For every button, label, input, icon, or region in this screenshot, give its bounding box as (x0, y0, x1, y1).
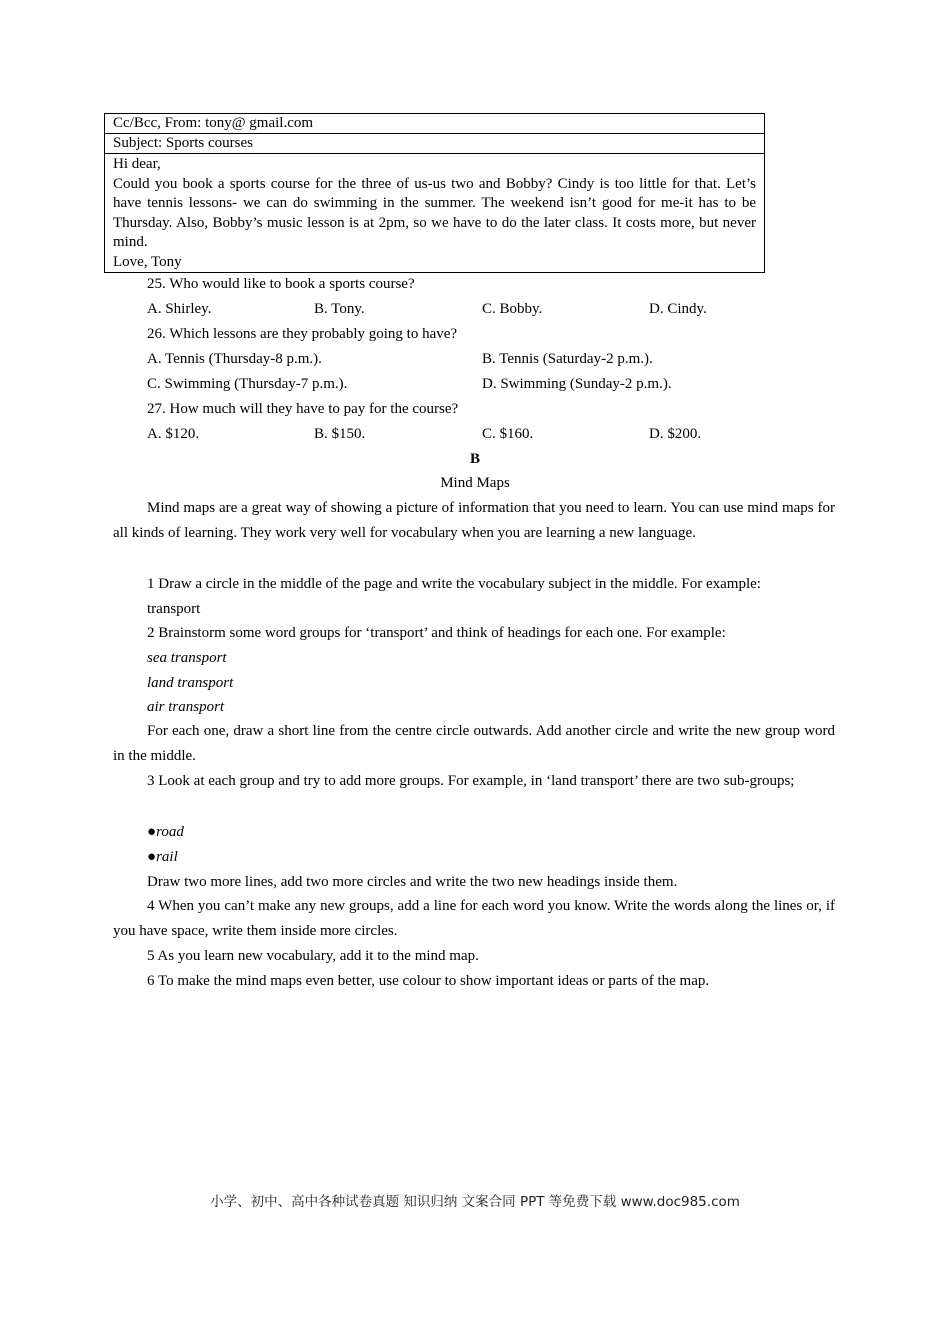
bullet-icon: ● (147, 849, 157, 865)
step-3: 3 Look at each group and try to add more groups. For example, in ‘land transport’ there are two sub-groups; (147, 773, 795, 789)
step-1-example: transport (147, 601, 201, 617)
question-27-stem: 27. How much will they have to pay for the course? (147, 401, 459, 417)
step-5: 5 As you learn new vocabulary, add it to the mind map. (147, 948, 479, 964)
bullet-icon: ● (147, 824, 157, 840)
step-2: 2 Brainstorm some word groups for ‘transport’ and think of headings for each one. For example: (147, 625, 726, 641)
question-27-option-c: C. $160. (482, 426, 534, 442)
email-body (105, 154, 764, 272)
question-26-stem: 26. Which lessons are they probably going to have? (147, 326, 458, 342)
email-message: Could you book a sports course for the three of us-us two and Bobby? Cindy is too little for that. Let’s have tennis lessons- we can do swimming in the summer. The weekend isn’t good for me-it has to be Thursday. Also, Bobby’s music lesson is at 2pm, so we have to do the later class. It costs more, but never mind. (113, 175, 756, 250)
section-title: Mind Maps (440, 475, 510, 491)
step-3-subgroup-road: ●road (147, 824, 184, 840)
question-25-option-c: C. Bobby. (482, 301, 543, 317)
question-27-option-d: D. $200. (649, 426, 702, 442)
question-25-stem: 25. Who would like to book a sports course? (147, 276, 415, 292)
email-from-line: Cc/Bcc, From: tony@ gmail.com (105, 114, 764, 134)
question-26-option-c: C. Swimming (Thursday-7 p.m.). (147, 376, 348, 392)
question-25-option-b: B. Tony. (314, 301, 365, 317)
email-box (104, 113, 765, 273)
step-3-subgroup-rail: ●rail (147, 849, 178, 865)
question-27-option-b: B. $150. (314, 426, 366, 442)
question-26-option-a: A. Tennis (Thursday-8 p.m.). (147, 351, 322, 367)
step-6: 6 To make the mind maps even better, use colour to show important ideas or parts of the map. (147, 973, 710, 989)
step-2-example-land: land transport (147, 675, 234, 691)
section-letter: B (469, 451, 480, 467)
email-greeting: Hi dear, (113, 156, 161, 172)
step-2-followup: For each one, draw a short line from the centre circle outwards. Add another circle and write the new group word in the middle. (113, 723, 835, 764)
step-1: 1 Draw a circle in the middle of the page and write the vocabulary subject in the middle. For example: (147, 576, 761, 592)
intro-paragraph: Mind maps are a great way of showing a picture of information that you need to learn. You can use mind maps for all kinds of learning. They work very well for vocabulary when you are learning a new language. (113, 500, 835, 541)
step-2-example-sea: sea transport (147, 650, 227, 666)
question-26-option-b: B. Tennis (Saturday-2 p.m.). (482, 351, 653, 367)
question-27-option-a: A. $120. (147, 426, 200, 442)
question-26-option-d: D. Swimming (Sunday-2 p.m.). (482, 376, 672, 392)
email-subject-line: Subject: Sports courses (105, 134, 764, 154)
question-25-option-a: A. Shirley. (147, 301, 212, 317)
step-4: 4 When you can’t make any new groups, add a line for each word you know. Write the words along the lines or, if you have space, write them inside more circles. (113, 898, 835, 939)
footer-watermark: 小学、初中、高中各种试卷真题 知识归纳 文案合同 PPT 等免费下载 www.doc985.com (210, 1194, 740, 1210)
question-25-option-d: D. Cindy. (649, 301, 707, 317)
step-2-example-air: air transport (147, 699, 225, 715)
email-signoff: Love, Tony (113, 253, 182, 270)
step-3-followup: Draw two more lines, add two more circles and write the two new headings inside them. (147, 874, 678, 890)
